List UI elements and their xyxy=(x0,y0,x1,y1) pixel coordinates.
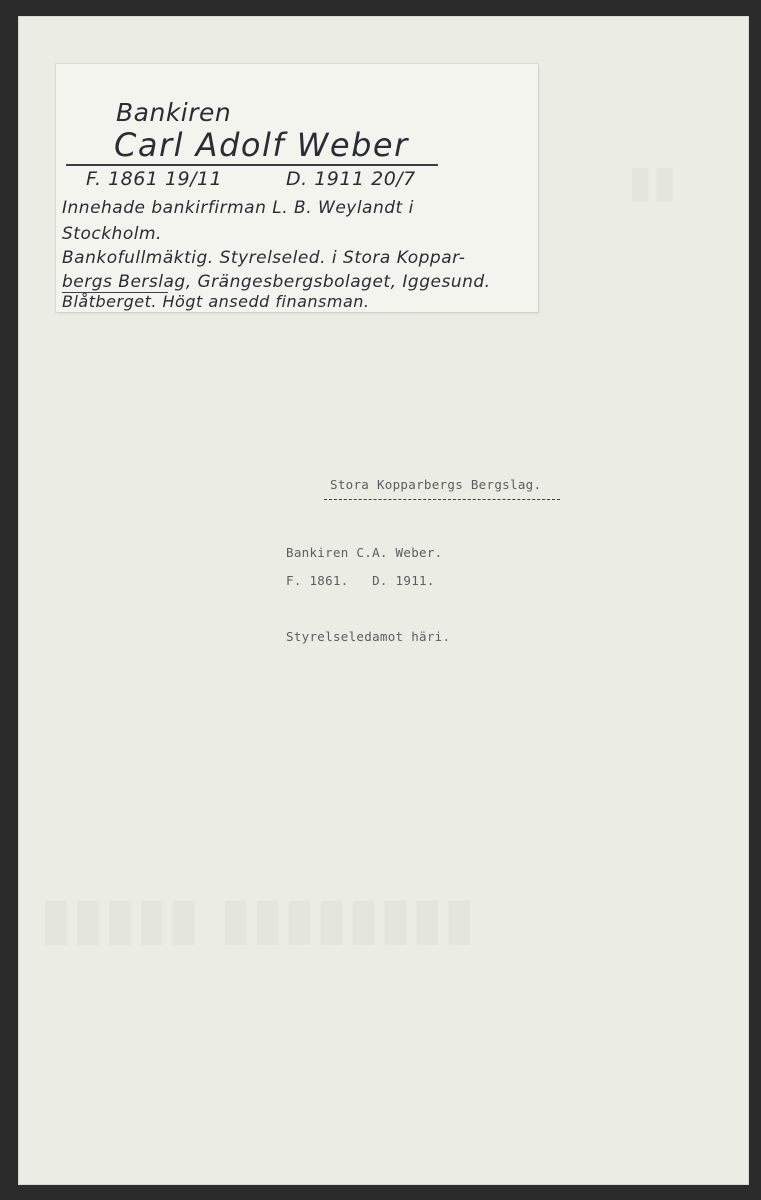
show-through-mark xyxy=(628,156,676,207)
name-underline xyxy=(66,164,438,166)
card-line-4: bergs Berslag, Grängesbergsbolaget, Iggesund. xyxy=(62,272,491,292)
show-through-mark xyxy=(40,884,475,952)
typed-line-name: Bankiren C.A. Weber. xyxy=(286,545,443,560)
birth-date: F. 1861 19/11 xyxy=(86,168,223,190)
card-name: Carl Adolf Weber xyxy=(114,126,409,164)
card-line-5: Blåtberget. Högt ansedd finansman. xyxy=(62,292,370,311)
handwritten-index-card xyxy=(56,64,538,312)
card-line-1: Innehade bankirfirman L. B. Weylandt i xyxy=(62,198,414,218)
card-line-2: Stockholm. xyxy=(62,224,162,244)
typed-line-role: Styrelseledamot häri. xyxy=(286,629,451,644)
typed-heading: Stora Kopparbergs Bergslag. xyxy=(330,477,542,492)
card-title: Bankiren xyxy=(116,98,232,127)
typed-heading-underline xyxy=(324,499,560,500)
death-date: D. 1911 20/7 xyxy=(286,168,416,190)
document-page xyxy=(18,16,749,1185)
card-line-3: Bankofullmäktig. Styrelseled. i Stora Koppar- xyxy=(62,248,466,268)
typed-line-dates: F. 1861. D. 1911. xyxy=(286,573,435,588)
